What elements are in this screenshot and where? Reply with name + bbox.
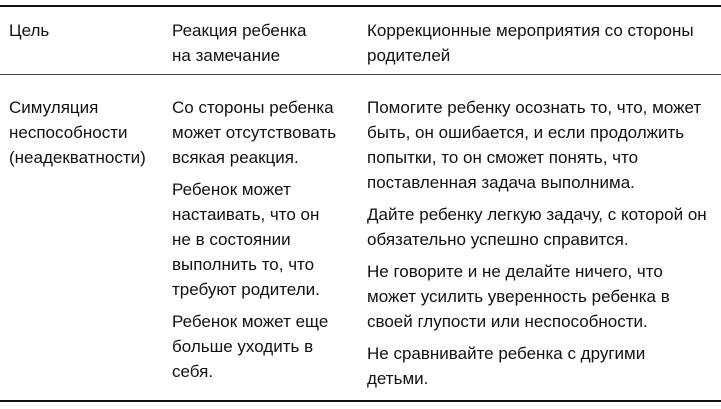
reaction-paragraph — [172, 95, 357, 170]
header-goal — [9, 18, 159, 43]
measure-line: поставленная задача выполнима. — [367, 173, 635, 192]
header-reaction — [172, 18, 357, 68]
reaction-line: Со стороны ребенка — [172, 98, 334, 117]
reaction-line: выполнить то, что — [172, 255, 315, 274]
measure-paragraph — [367, 202, 717, 252]
table-bottom-rule — [0, 400, 721, 402]
goal-line: неспособности — [9, 123, 128, 142]
reaction-line: требуют родители. — [172, 280, 320, 299]
header-reaction-line: Реакция ребенка — [172, 21, 307, 40]
reaction-line: себя. — [172, 362, 214, 381]
header-measures — [367, 18, 717, 68]
measure-line: попытки, то он сможет понять, что — [367, 148, 639, 167]
reaction-line: Ребенок может еще — [172, 312, 329, 331]
goal-cell — [9, 95, 159, 177]
measure-line: своей глупости или неспособности. — [367, 312, 648, 331]
measure-line: обязательно успешно справится. — [367, 230, 629, 249]
reaction-line: больше уходить в — [172, 337, 314, 356]
reaction-cell — [172, 95, 357, 391]
reaction-paragraph — [172, 309, 357, 384]
goal-line: Симуляция — [9, 98, 99, 117]
measures-cell — [367, 95, 717, 398]
measure-paragraph — [367, 341, 717, 391]
measure-line: Помогите ребенку осознать то, что, может — [367, 98, 702, 117]
header-reaction-line: на замечание — [172, 46, 281, 65]
reaction-line: может отсутствовать — [172, 123, 337, 142]
reaction-line: Ребенок может — [172, 180, 291, 199]
goal-paragraph — [9, 95, 159, 170]
measure-paragraph — [367, 95, 717, 195]
reaction-line: не в состоянии — [172, 230, 291, 249]
header-goal-line: Цель — [9, 21, 50, 40]
reaction-line: всякая реакция. — [172, 148, 299, 167]
header-measures-line: Коррекционные мероприятия со стороны — [367, 21, 694, 40]
reaction-line: настаивать, что он — [172, 205, 320, 224]
header-measures-line: родителей — [367, 46, 451, 65]
measure-line: Не сравнивайте ребенка с другими — [367, 344, 646, 363]
measure-line: Дайте ребенку легкую задачу, с которой он — [367, 205, 707, 224]
measure-line: может усилить уверенность ребенка в — [367, 287, 670, 306]
table-top-rule — [0, 5, 721, 7]
measure-paragraph — [367, 259, 717, 334]
measure-line: быть, он ошибается, и если продолжить — [367, 123, 685, 142]
measure-line: детьми. — [367, 369, 429, 388]
reaction-paragraph — [172, 177, 357, 302]
goal-line: (неадекватности) — [9, 148, 146, 167]
header-divider-rule — [0, 74, 721, 75]
measure-line: Не говорите и не делайте ничего, что — [367, 262, 663, 281]
